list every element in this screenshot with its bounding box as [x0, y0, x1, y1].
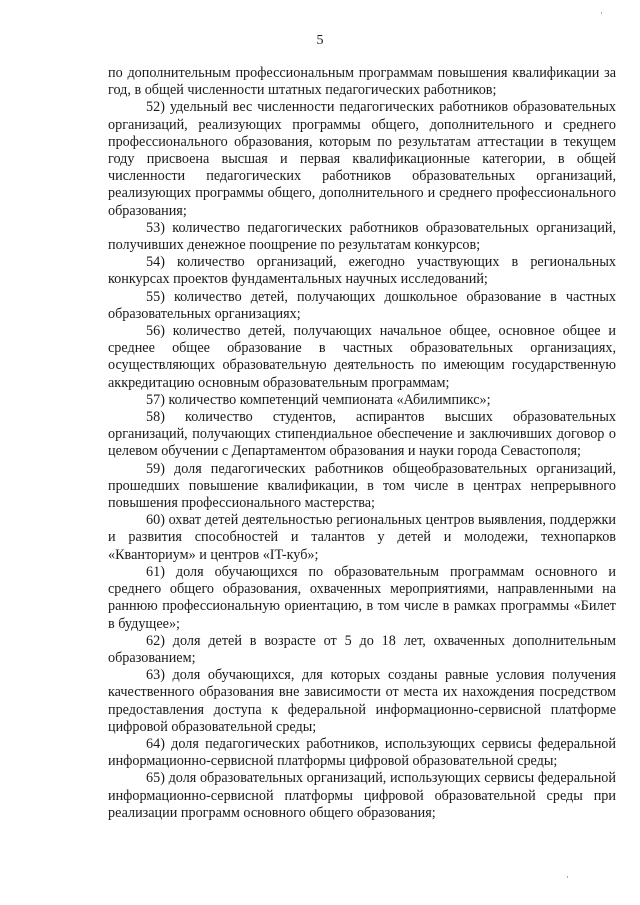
numbered-paragraph: 63) доля обучающихся, для которых созданы равные условия получения качественного образования вне зависимости от места их нахождения посредством предоставления доступа к федеральной информационно-сервисной платформе цифровой образовательной среды; [108, 667, 616, 735]
numbered-paragraph: 62) доля детей в возрасте от 5 до 18 лет, охваченных дополнительным образованием; [108, 632, 616, 666]
numbered-paragraph: 57) количество компетенций чемпионата «Абилимпикс»; [146, 391, 491, 408]
numbered-paragraph: 60) охват детей деятельностью региональных центров выявления, поддержки и развития способностей и талантов у детей и молодежи, технопарков «Кванториум» и центров «IT-куб»; [108, 512, 616, 563]
continuation-paragraph: по дополнительным профессиональным программам повышения квалификации за год, в общей численности штатных педагогических работников; [108, 65, 616, 99]
scan-mark: · [566, 872, 569, 882]
numbered-paragraph: 52) удельный вес численности педагогических работников образовательных организаций, реализующих программы общего, дополнительного и среднего профессионального образования, которым по результатам аттестации в текущем году присвоена высшая и первая квалификационные категории, в общей численности педагогических работников образовательных организаций, реализующих программы общего, дополнительного и среднего профессионального образования; [108, 99, 616, 219]
numbered-paragraph: 56) количество детей, получающих начальное общее, основное общее и среднее общее образование в частных образовательных организациях, осуществляющих образовательную деятельность по имеющим государственную аккредитацию основным образовательным программам; [108, 323, 616, 391]
numbered-paragraph: 61) доля обучающихся по образовательным программам основного и среднего общего образования, охваченных мероприятиями, направленными на раннюю профессиональную ориентацию, в том числе в рамках программы «Билет в будущее»; [108, 563, 616, 632]
numbered-paragraph: 59) доля педагогических работников общеобразовательных организаций, прошедших повышение квалификации, в том числе в центрах непрерывного повышения профессионального мастерства; [108, 460, 616, 512]
numbered-paragraph: 58) количество студентов, аспирантов высших образовательных организаций, получающих стипендиальное обеспечение и заключивших договор о целевом обучении с Департаментом образования и науки города Севастополя; [108, 409, 616, 460]
numbered-paragraph: 64) доля педагогических работников, использующих сервисы федеральной информационно-сервисной платформы цифровой образовательной среды; [108, 735, 616, 770]
numbered-paragraph: 65) доля образовательных организаций, использующих сервисы федеральной информационно-сервисной платформы цифровой образовательной среды при реализации программ основного общего образования; [108, 770, 616, 821]
numbered-paragraph: 53) количество педагогических работников образовательных организаций, получивших денежное поощрение по результатам конкурсов; [108, 219, 616, 254]
scan-mark: · [600, 8, 603, 18]
numbered-paragraph: 55) количество детей, получающих дошкольное образование в частных образовательных организациях; [108, 288, 616, 322]
page-number: 5 [316, 33, 324, 48]
document-body [108, 65, 616, 822]
numbered-paragraph: 54) количество организаций, ежегодно участвующих в региональных конкурсах проектов фундаментальных научных исследований; [108, 254, 616, 288]
